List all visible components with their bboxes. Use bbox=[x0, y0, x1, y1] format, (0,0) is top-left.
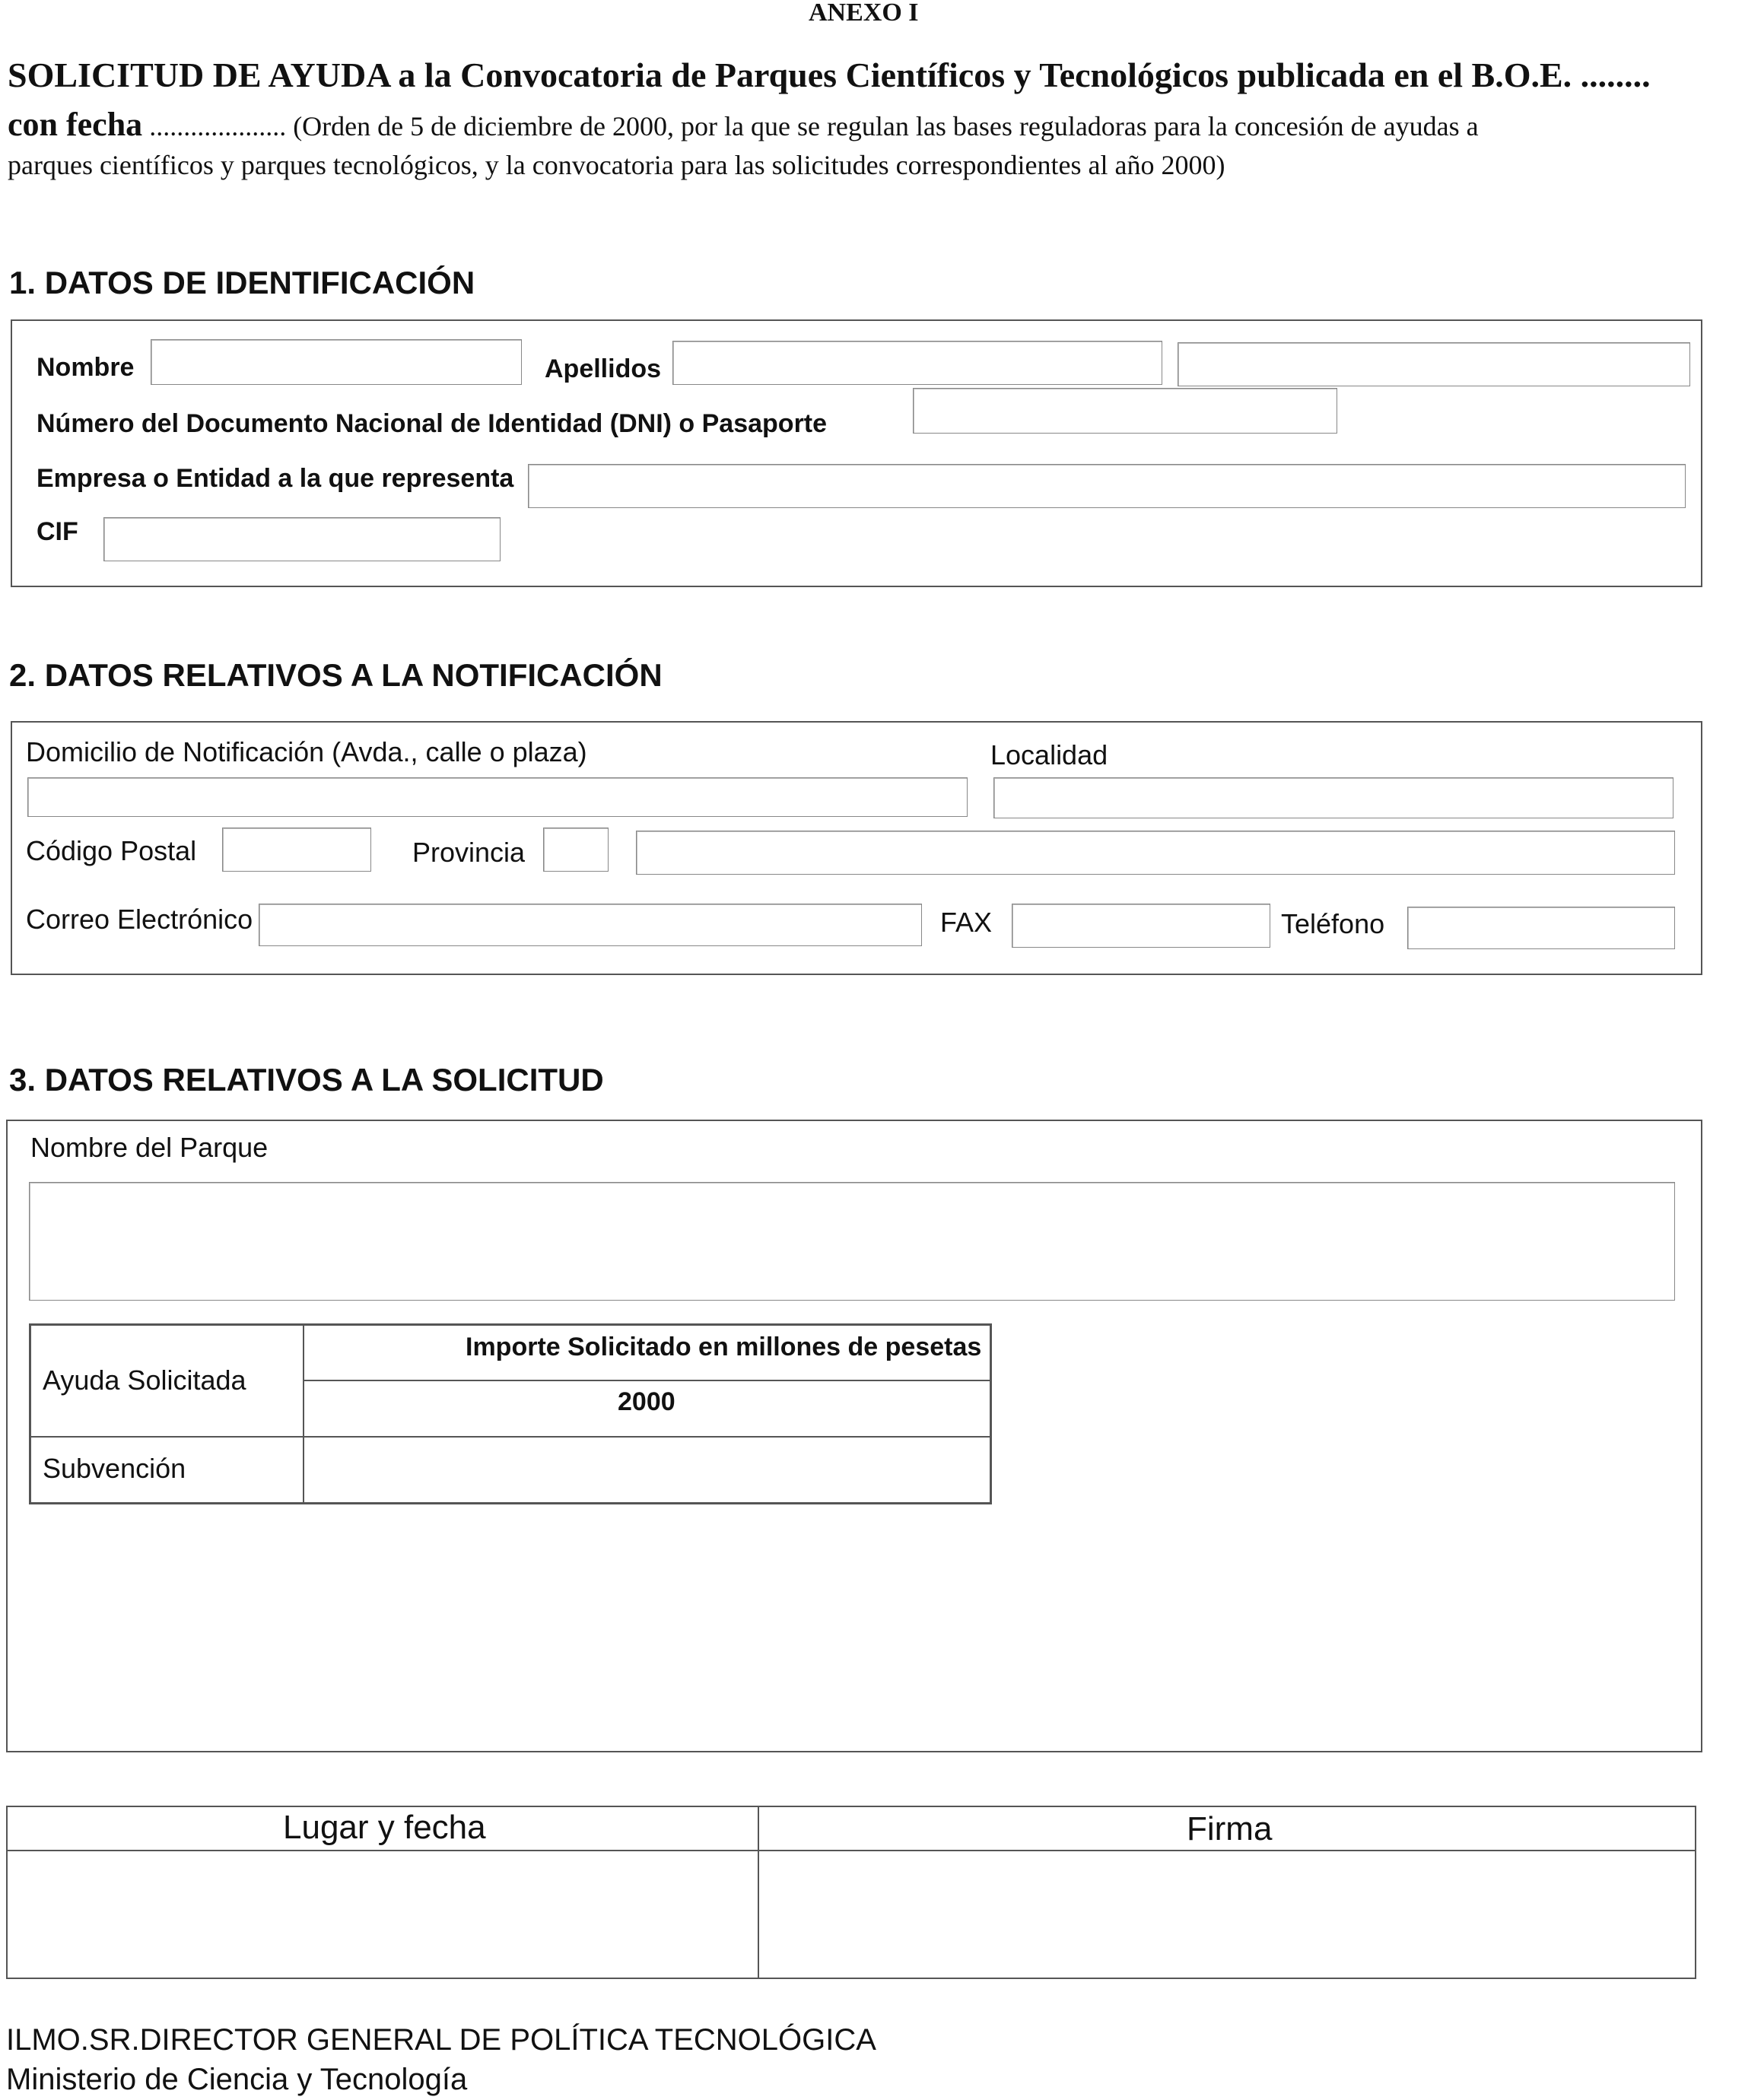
nombre-parque-label: Nombre del Parque bbox=[30, 1132, 269, 1163]
firma-input[interactable] bbox=[761, 1853, 1693, 1976]
telefono-input[interactable] bbox=[1407, 907, 1675, 949]
signature-header-divider bbox=[6, 1850, 1696, 1851]
title-rest: a la Convocatoria de Parques Científicos y Tecnológicos publicada en el B.O.E. ........ bbox=[389, 56, 1651, 94]
provincia-label: Provincia bbox=[412, 837, 526, 868]
cif-input[interactable] bbox=[103, 517, 501, 561]
nombre-parque-input[interactable] bbox=[29, 1182, 1675, 1301]
signature-col-divider bbox=[758, 1806, 759, 1979]
lugar-fecha-label: Lugar y fecha bbox=[283, 1809, 486, 1846]
subvencion-label: Subvención bbox=[43, 1453, 186, 1484]
domicilio-label: Domicilio de Notificación (Avda., calle o plaza) bbox=[26, 736, 587, 767]
empresa-input[interactable] bbox=[528, 464, 1686, 508]
apellido1-input[interactable] bbox=[672, 341, 1162, 385]
year-header: 2000 bbox=[618, 1387, 675, 1416]
ayuda-table-header-divider bbox=[303, 1380, 992, 1381]
codigo-postal-input[interactable] bbox=[222, 828, 371, 872]
nombre-input[interactable] bbox=[151, 339, 522, 385]
localidad-input[interactable] bbox=[993, 777, 1673, 818]
empresa-label: Empresa o Entidad a la que representa bbox=[37, 464, 514, 493]
order-line-2: parques científicos y parques tecnológicos, y la convocatoria para las solicitudes correspondientes al año 2000) bbox=[8, 150, 1225, 180]
subvencion-input[interactable] bbox=[306, 1439, 989, 1501]
fax-input[interactable] bbox=[1012, 904, 1270, 948]
footer-ministry: Ministerio de Ciencia y Tecnología bbox=[6, 2063, 468, 2096]
apellido2-input[interactable] bbox=[1178, 342, 1690, 386]
localidad-label: Localidad bbox=[990, 739, 1108, 770]
annex-label: ANEXO I bbox=[809, 0, 919, 27]
dni-input[interactable] bbox=[913, 388, 1337, 434]
codigo-postal-label: Código Postal bbox=[26, 835, 197, 866]
domicilio-input[interactable] bbox=[27, 777, 968, 817]
section3-heading: 3. DATOS RELATIVOS A LA SOLICITUD bbox=[9, 1062, 604, 1098]
ayuda-solicitada-label: Ayuda Solicitada bbox=[43, 1365, 246, 1396]
form-title bbox=[8, 55, 1651, 95]
section1-heading: 1. DATOS DE IDENTIFICACIÓN bbox=[9, 265, 475, 300]
section2-heading: 2. DATOS RELATIVOS A LA NOTIFICACIÓN bbox=[9, 657, 663, 693]
firma-label: Firma bbox=[1187, 1810, 1273, 1847]
cif-label: CIF bbox=[37, 517, 78, 546]
telefono-label: Teléfono bbox=[1281, 908, 1385, 939]
order-text: (Orden de 5 de diciembre de 2000, por la que se regulan las bases reguladoras para la concesión de ayudas a bbox=[293, 111, 1479, 141]
correo-label: Correo Electrónico bbox=[26, 904, 253, 935]
lugar-fecha-input[interactable] bbox=[9, 1853, 755, 1976]
title-bold: SOLICITUD DE AYUDA bbox=[8, 56, 389, 94]
correo-input[interactable] bbox=[259, 904, 922, 946]
dni-label: Número del Documento Nacional de Identidad (DNI) o Pasaporte bbox=[37, 409, 828, 438]
date-dots: .................... bbox=[142, 111, 294, 141]
importe-header: Importe Solicitado en millones de pesetas bbox=[466, 1333, 982, 1361]
order-line-1 bbox=[8, 105, 1479, 144]
nombre-label: Nombre bbox=[37, 353, 135, 382]
date-label: con fecha bbox=[8, 106, 143, 143]
ayuda-table-col-divider bbox=[303, 1323, 304, 1504]
provincia-input[interactable] bbox=[636, 831, 1675, 875]
apellidos-label: Apellidos bbox=[545, 354, 662, 383]
provincia-code-input[interactable] bbox=[543, 828, 609, 872]
fax-label: FAX bbox=[940, 907, 993, 938]
footer-recipient: ILMO.SR.DIRECTOR GENERAL DE POLÍTICA TECNOLÓGICA bbox=[6, 2023, 876, 2057]
ayuda-table-row-divider bbox=[29, 1436, 992, 1438]
